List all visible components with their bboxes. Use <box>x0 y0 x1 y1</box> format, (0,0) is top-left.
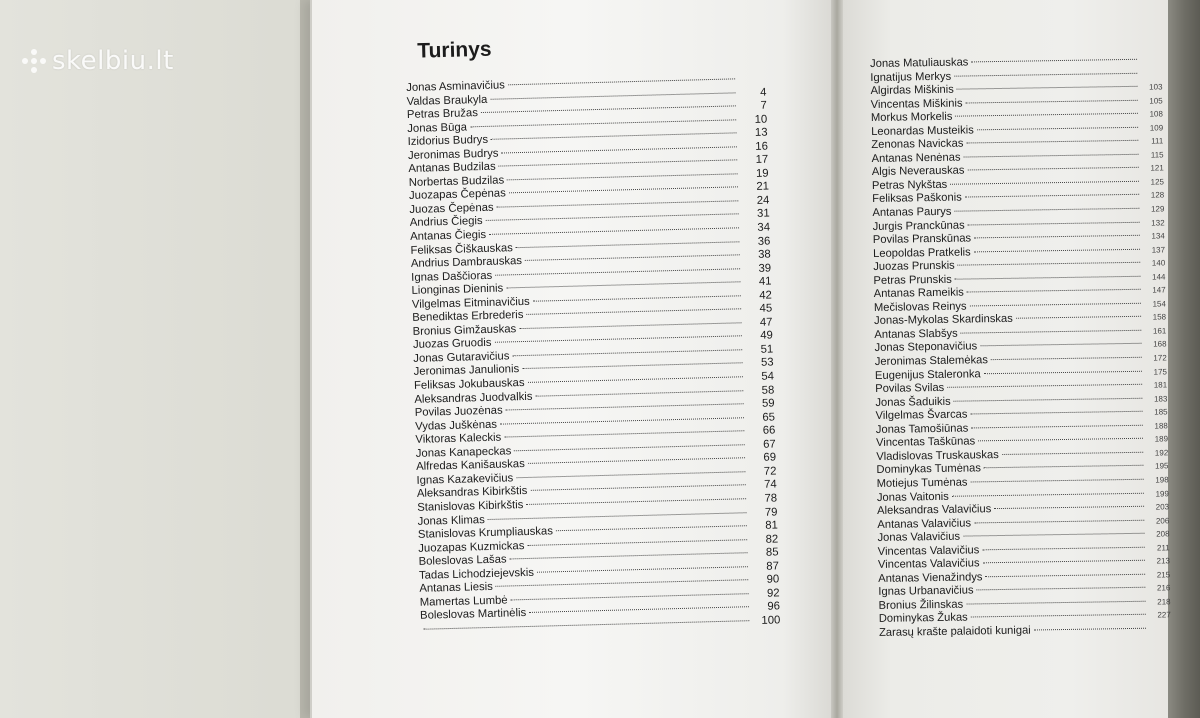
toc-entry-name: Juozapas Čepėnas <box>408 187 506 203</box>
toc-entry-name: Valdas Braukyla <box>406 93 488 108</box>
toc-entry-leader <box>514 444 744 451</box>
toc-entry-name: Norbertas Budzilas <box>408 174 505 189</box>
toc-entry-name: Feliksas Jokubauskas <box>413 377 525 392</box>
toc-entry-leader <box>977 587 1146 591</box>
toc-entry-page: 74 <box>764 478 777 492</box>
toc-entry-leader <box>954 72 1137 76</box>
toc-entry-page: 42 <box>759 289 772 302</box>
toc-entry-name: Ignas Kazakevičius <box>416 472 514 487</box>
toc-entry-leader <box>512 349 742 356</box>
toc-entry-page: 103 <box>1149 82 1163 92</box>
toc-entry-name: Mečislovas Reinys <box>873 300 967 314</box>
toc-entry-page: 188 <box>1154 421 1168 431</box>
toc-entry-leader <box>526 498 746 505</box>
toc-entry-leader <box>508 78 735 85</box>
toc-entry-name: Zarasų krašte palaidoti kunigai <box>878 624 1031 639</box>
toc-entry-page: 38 <box>758 248 771 261</box>
toc-entry-page: 82 <box>765 532 779 546</box>
toc-entry-name: Viktoras Kaleckis <box>415 431 502 447</box>
toc-entry-leader <box>481 105 736 113</box>
toc-entry-leader <box>971 614 1146 618</box>
toc-entry-name: Jonas Gutaravičius <box>413 350 510 365</box>
toc-entry-leader <box>504 430 744 437</box>
toc-entry-leader <box>968 221 1140 225</box>
toc-entry-page: 206 <box>1155 515 1170 526</box>
toc-entry-leader <box>955 113 1138 117</box>
toc-right-column <box>870 53 1171 640</box>
toc-entry-page: 7 <box>760 99 767 112</box>
toc-entry-leader <box>1016 316 1141 319</box>
toc-entry-name: Antanas Nenėnas <box>871 151 961 165</box>
toc-entry-name: Leopoldas Pratkelis <box>872 246 971 260</box>
toc-entry-name: Antanas Čiegis <box>410 228 487 243</box>
toc-entry-name: Vilgelmas Švarcas <box>875 408 968 423</box>
toc-entry-leader <box>535 390 743 396</box>
toc-entry-leader <box>491 133 737 140</box>
toc-entry-name: Antanas Slabšys <box>874 327 958 341</box>
toc-entry-leader <box>957 86 1138 90</box>
toc-entry-name: Jonas Vaitonis <box>876 490 949 504</box>
toc-entry-page: 132 <box>1151 217 1165 228</box>
toc-entry-page: 34 <box>757 221 771 234</box>
toc-entry-leader <box>510 552 748 559</box>
toc-entry-page: 105 <box>1149 96 1163 106</box>
toc-entry-page: 121 <box>1150 163 1164 173</box>
toc-entry-leader <box>495 268 740 275</box>
toc-entry-page: 59 <box>761 397 775 410</box>
toc-entry-leader <box>954 397 1143 401</box>
toc-entry-page: 154 <box>1152 299 1166 309</box>
toc-entry-leader <box>528 376 743 383</box>
toc-entry-leader <box>526 309 741 316</box>
toc-entry-page: 181 <box>1153 380 1168 390</box>
toc-entry-name: Ignas Daščioras <box>411 269 493 284</box>
toc-entry-name: Aleksandras Valavičius <box>877 503 992 517</box>
toc-entry-page: 51 <box>760 343 774 356</box>
toc-entry-name: Antanas Paurys <box>872 205 952 219</box>
toc-entry-page: 144 <box>1152 272 1166 282</box>
toc-entry-name: Jonas Būga <box>407 121 468 135</box>
toc-entry-page: 216 <box>1156 583 1171 593</box>
toc-entry-name: Aleksandras Kibirkštis <box>416 485 528 501</box>
toc-entry-name: Petras Nykštas <box>871 178 948 192</box>
toc-entry-name: Juozas Gruodis <box>412 337 492 352</box>
toc-entry-page: 81 <box>765 519 778 532</box>
toc-entry-name: Tadas Lichodziejevskis <box>418 566 535 582</box>
toc-entry-page: 79 <box>764 505 778 519</box>
toc-entry-name: Petras Bružas <box>406 107 479 122</box>
toc-entry-name: Mamertas Lumbė <box>419 594 508 609</box>
toc-title: Turinys <box>416 37 492 63</box>
toc-entry-page: 129 <box>1150 204 1165 214</box>
toc-entry-leader <box>967 167 1138 171</box>
toc-entry-page: 147 <box>1152 285 1166 295</box>
toc-entry-page: 134 <box>1151 231 1165 241</box>
toc-entry-leader <box>486 214 739 222</box>
toc-entry-leader <box>537 566 748 573</box>
toc-entry-page: 65 <box>762 411 776 424</box>
toc-entry-leader <box>974 519 1144 523</box>
toc-entry-page: 49 <box>760 329 774 343</box>
toc-entry-leader <box>500 417 744 424</box>
toc-entry-name: Andrius Dambrauskas <box>410 255 523 271</box>
toc-entry-name: Bronius Gimžauskas <box>412 323 517 338</box>
toc-entry-leader <box>985 574 1145 578</box>
toc-entry-leader <box>497 200 739 207</box>
toc-entry-leader <box>964 154 1139 158</box>
toc-entry-name: Vydas Juškėnas <box>414 418 498 433</box>
watermark-text: skelbiu.lt <box>52 46 174 76</box>
watermark <box>22 44 174 78</box>
toc-entry-page: 21 <box>756 180 770 194</box>
toc-entry-leader <box>506 282 740 289</box>
toc-entry-name: Feliksas Paškonis <box>872 192 962 206</box>
toc-entry-name: Vincentas Valavičius <box>877 557 980 572</box>
toc-entry-leader <box>519 322 741 329</box>
toc-entry-page: 227 <box>1157 610 1171 620</box>
toc-entry-leader <box>967 289 1141 293</box>
toc-entry-name: Jonas Valavičius <box>877 530 961 545</box>
toc-entry-name: Povilas Pranskūnas <box>872 232 972 247</box>
toc-entry-leader <box>470 119 736 127</box>
toc-entry-page: 172 <box>1153 353 1167 363</box>
toc-entry-page: 185 <box>1154 407 1168 417</box>
toc-entry-name: Povilas Juozėnas <box>414 404 503 419</box>
toc-entry-leader <box>952 492 1144 496</box>
toc-entry-name: Antanas Rameikis <box>873 286 964 301</box>
toc-entry-page: 137 <box>1151 245 1166 255</box>
toc-entry-name: Morkus Morkelis <box>870 110 953 125</box>
toc-left-column <box>405 31 781 638</box>
toc-entry-name: Antanas Liesis <box>419 581 493 596</box>
toc-entry-leader <box>488 512 747 520</box>
toc-entry-name: Izidorius Budrys <box>407 134 489 149</box>
toc-entry-leader <box>980 343 1141 347</box>
toc-entry-leader <box>494 336 741 343</box>
toc-entry-leader <box>966 99 1138 103</box>
toc-entry-page: 39 <box>758 262 772 275</box>
toc-entry-page: 108 <box>1149 109 1163 119</box>
toc-entry-page: 16 <box>755 140 769 153</box>
toc-entry-leader <box>556 525 747 531</box>
toc-entry-leader <box>522 363 742 370</box>
toc-entry-leader <box>1034 628 1146 631</box>
toc-entry-page: 31 <box>756 207 770 221</box>
toc-entry-page: 213 <box>1156 556 1171 566</box>
toc-entry-name: Stanislovas Krumpliauskas <box>417 525 554 541</box>
toc-entry-leader <box>974 248 1140 252</box>
toc-entry-leader <box>958 262 1141 266</box>
toc-entry-leader <box>982 546 1144 550</box>
toc-entry-page: 125 <box>1150 177 1165 187</box>
toc-entry-page: 211 <box>1156 543 1170 553</box>
toc-entry-leader <box>984 370 1142 373</box>
toc-entry-name: Stanislovas Kibirkštis <box>417 499 524 514</box>
toc-entry-page: 161 <box>1152 326 1167 336</box>
toc-entry-leader <box>506 403 744 410</box>
toc-entry-name: Lionginas Dieninis <box>411 282 504 298</box>
toc-entry-name: Vincentas Miškinis <box>870 97 963 111</box>
toc-entry-name: Boleslovas Lašas <box>418 553 507 568</box>
toc-entry-name: Alfredas Kanišauskas <box>416 458 525 474</box>
toc-entry-name: Jonas Kanapeckas <box>415 445 512 460</box>
toc-entry-leader <box>511 593 749 600</box>
toc-entry-name: Jonas-Mykolas Skardinskas <box>874 313 1013 328</box>
toc-entry-leader <box>501 146 737 153</box>
toc-entry-page: 175 <box>1153 366 1168 377</box>
toc-entry-page: 45 <box>759 302 773 316</box>
toc-entry-name: Feliksas Čiškauskas <box>410 241 513 257</box>
toc-entry-name: Andrius Čiegis <box>409 215 483 230</box>
toc-entry-page: 90 <box>766 573 780 586</box>
toc-entry-leader <box>525 254 740 261</box>
toc-entry-page: 140 <box>1151 258 1166 268</box>
book-spine <box>831 0 843 718</box>
toc-entry-leader <box>970 303 1141 307</box>
toc-entry-leader <box>991 357 1142 360</box>
toc-entry-name: Dominykas Tumėnas <box>876 462 982 477</box>
toc-entry-name: Aleksandras Juodvalkis <box>414 390 533 406</box>
toc-list-left <box>406 73 780 638</box>
toc-entry-name: Dominykas Žukas <box>878 611 968 626</box>
toc-entry-leader <box>970 479 1143 483</box>
toc-entry-page: 100 <box>761 614 781 627</box>
toc-entry-page: 54 <box>761 370 775 383</box>
toc-entry-page: 203 <box>1155 502 1170 512</box>
toc-entry-leader <box>966 140 1138 144</box>
toc-entry-name: Vladislovas Truskauskas <box>876 448 999 463</box>
toc-entry-name: Benediktas Erbrederis <box>412 309 524 325</box>
toc-entry-name: Jeronimas Stalemėkas <box>874 354 989 368</box>
toc-entry-page: 96 <box>767 600 781 614</box>
toc-entry-page: 24 <box>756 194 770 207</box>
toc-entry-page: 36 <box>757 235 771 248</box>
toc-entry-name: Petras Prunskis <box>873 273 952 287</box>
toc-entry-leader <box>489 227 739 235</box>
toc-entry-name: Jonas Asminavičius <box>406 79 505 94</box>
toc-entry-name: Jonas Klimas <box>417 513 485 528</box>
toc-entry-leader <box>516 471 745 478</box>
toc-entry-name: Juozapas Kuzmickas <box>418 539 525 555</box>
toc-entry-leader <box>974 235 1140 239</box>
toc-entry-leader <box>490 92 735 99</box>
toc-entry-page: 208 <box>1156 529 1170 539</box>
toc-entry-name: Zenonas Navickas <box>871 137 964 152</box>
toc-entry-page: 10 <box>754 113 768 126</box>
toc-entry-page: 218 <box>1157 597 1171 607</box>
toc-entry-leader <box>994 506 1144 509</box>
toc-entry-name: Ignas Urbanavičius <box>878 584 974 599</box>
toc-entry-leader <box>978 438 1143 442</box>
toc-entry-name: Vilgelmas Eitminavičius <box>411 295 530 311</box>
toc-entry-page: 85 <box>765 546 779 559</box>
toc-entry-name: Algis Neverauskas <box>871 164 965 179</box>
toc-entry-name: Juozas Prunskis <box>873 259 955 274</box>
toc-entry-name: Antanas Valavičius <box>877 517 972 531</box>
toc-entry-page: 111 <box>1151 136 1164 146</box>
toc-entry-page: 17 <box>755 153 769 167</box>
toc-entry-name: Jonas Steponavičius <box>874 340 978 355</box>
toc-entry-page: 198 <box>1155 475 1169 485</box>
toc-entry-name: Jeronimas Janulionis <box>413 363 520 379</box>
toc-entry-page: 183 <box>1153 394 1168 404</box>
toc-list-right <box>870 53 1171 640</box>
toc-entry-page: 195 <box>1155 461 1169 471</box>
toc-entry-leader <box>955 276 1141 280</box>
toc-entry-name: Povilas Svilas <box>875 382 945 396</box>
toc-entry-leader <box>965 194 1139 198</box>
toc-entry-page: 168 <box>1153 339 1167 350</box>
toc-entry-page: 53 <box>760 356 774 370</box>
toc-entry-page: 4 <box>760 86 767 99</box>
toc-entry-leader <box>496 579 748 587</box>
toc-entry-page: 128 <box>1150 190 1165 201</box>
toc-entry-leader <box>970 411 1142 415</box>
toc-entry-page: 199 <box>1155 488 1169 499</box>
toc-entry-leader <box>1002 452 1143 455</box>
toc-entry-name: Jonas Tamošiūnas <box>875 422 969 436</box>
toc-entry-name: Ignatijus Merkys <box>870 70 952 84</box>
toc-entry-page: 215 <box>1156 570 1171 580</box>
toc-entry-leader <box>509 187 738 194</box>
toc-entry-name: Boleslovas Martinėlis <box>419 607 527 623</box>
toc-entry-name: Jeronimas Budrys <box>407 147 499 162</box>
toc-entry-leader <box>530 485 745 492</box>
toc-entry-leader <box>950 181 1139 185</box>
toc-entry-name: Antanas Budzilas <box>408 160 496 176</box>
toc-entry-leader <box>533 295 741 301</box>
toc-entry-page: 109 <box>1149 123 1164 133</box>
book-edge <box>1168 0 1200 718</box>
toc-entry-name: Eugenijus Staleronka <box>874 367 981 382</box>
toc-entry-page: 69 <box>763 451 777 465</box>
toc-entry-leader <box>516 241 740 248</box>
dots-logo-icon <box>22 49 46 73</box>
toc-entry-page: 87 <box>766 560 780 573</box>
toc-entry-name: Vincentas Valavičius <box>877 544 980 558</box>
toc-entry-name: Antanas Vienažindys <box>878 571 983 585</box>
toc-entry-name: Bronius Žilinskas <box>878 598 964 612</box>
toc-entry-name: Algirdas Miškinis <box>870 83 954 98</box>
toc-entry-leader <box>984 465 1144 469</box>
toc-entry-name: Motiejus Tumėnas <box>876 476 968 490</box>
toc-entry-page: 41 <box>758 275 772 289</box>
toc-entry-leader <box>971 59 1137 63</box>
toc-entry-name: Vincentas Taškūnas <box>875 435 976 450</box>
toc-entry-leader <box>966 601 1145 605</box>
toc-entry-name: Jonas Matuliauskas <box>870 56 969 70</box>
toc-entry-page: 192 <box>1154 448 1169 458</box>
toc-entry-page: 67 <box>762 438 776 451</box>
toc-entry-leader <box>963 533 1144 537</box>
toc-entry-page: 19 <box>755 167 769 180</box>
toc-entry-leader <box>507 173 737 180</box>
toc-entry-page: 92 <box>766 587 780 600</box>
toc-entry-leader <box>527 539 747 546</box>
toc-entry-page <box>738 82 766 83</box>
toc-entry-name: Leonardas Musteikis <box>871 124 974 138</box>
toc-entry-leader <box>977 127 1138 131</box>
toc-entry-leader <box>499 160 738 167</box>
toc-entry-page: 158 <box>1152 312 1167 322</box>
toc-entry-page: 72 <box>763 465 777 478</box>
toc-entry-leader <box>971 425 1143 429</box>
toc-entry-page: 58 <box>761 384 775 397</box>
toc-entry-leader <box>947 384 1142 388</box>
toc-entry-name: Jonas Šaduikis <box>875 395 951 409</box>
toc-entry-leader <box>529 607 749 614</box>
toc-entry-name: Jurgis Pranckūnas <box>872 219 965 233</box>
toc-entry-leader <box>954 208 1139 212</box>
toc-entry-page: 47 <box>759 316 773 329</box>
toc-entry-leader <box>528 458 745 465</box>
toc-entry-page: 115 <box>1150 150 1164 160</box>
toc-entry-leader <box>983 560 1145 564</box>
toc-entry-page: 13 <box>754 126 768 140</box>
toc-entry-page: 189 <box>1154 434 1169 444</box>
toc-entry-page: 78 <box>764 492 778 505</box>
toc-entry-page: 66 <box>762 424 776 437</box>
toc-entry-leader <box>961 330 1142 334</box>
toc-entry-name: Juozas Čepėnas <box>409 201 494 216</box>
